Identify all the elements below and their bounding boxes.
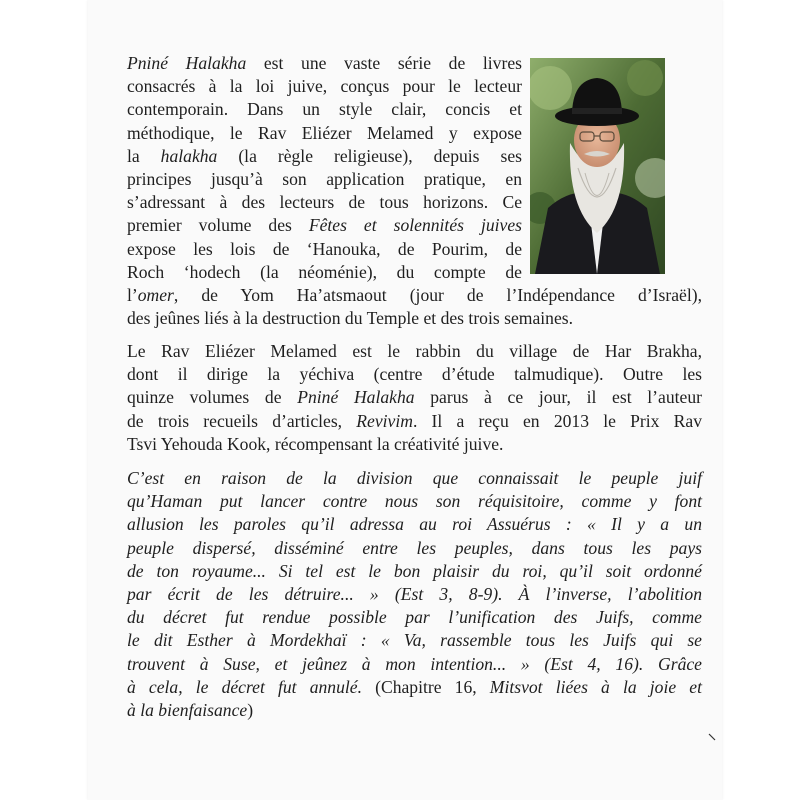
text-segment: est une vaste série de livres	[246, 53, 522, 73]
text-segment: , de Yom Ha’atsmaout (jour de l’Indépendance d’Israël),	[173, 285, 702, 306]
text-line	[127, 98, 522, 121]
italic-text: halakha	[160, 145, 218, 166]
italic-text: Mitsvot liées à la joie et	[489, 676, 702, 697]
text-line	[127, 606, 702, 629]
text-segment: . Il a reçu en 2013 le Prix Rav	[412, 410, 702, 431]
text-segment: de trois recueils d’articles,	[127, 410, 357, 431]
page-mark-icon	[708, 733, 716, 741]
text-segment: expose les lois de ‘Hanouka, de Pourim, de	[127, 238, 522, 259]
text-line	[127, 386, 702, 409]
text-line	[127, 75, 522, 98]
text-segment: contemporain. Dans un style clair, concis et	[127, 99, 522, 120]
text-line	[127, 214, 522, 237]
text-segment: (la règle religieuse), depuis ses	[217, 145, 522, 166]
text-segment: (Chapitre 16,	[361, 676, 490, 697]
italic-text: à la bienfaisance	[127, 700, 248, 721]
text-line	[127, 284, 702, 307]
text-segment: l’	[127, 285, 138, 306]
text-line	[127, 583, 702, 606]
paragraph-book-description	[127, 52, 702, 330]
text-line	[127, 410, 702, 433]
text-segment: )	[247, 700, 254, 721]
text-line	[127, 560, 702, 583]
text-line	[127, 168, 522, 191]
text-segment: la	[127, 145, 161, 166]
text-segment: s’adressant à des lecteurs de tous horizons. Ce	[127, 192, 522, 213]
text-segment: dont il dirige la yéchiva (centre d’étude talmudique). Outre les	[127, 364, 702, 385]
text-segment: quinze volumes de	[127, 387, 298, 408]
text-line	[127, 676, 702, 699]
text-segment: méthodique, le Rav Eliézer Melamed y expose	[127, 122, 522, 143]
text-line	[127, 467, 702, 490]
italic-text: le dit Esther à Mordekhaï : « Va, rassemble tous les Juifs qui se	[127, 630, 702, 651]
italic-text: Pniné Halakha	[127, 53, 247, 73]
text-line	[127, 653, 702, 676]
text-segment: premier volume des	[127, 215, 309, 236]
text-line	[127, 363, 702, 386]
text-segment: Tsvi Yehouda Kook, récompensant la créativité juive.	[127, 433, 504, 454]
italic-text: C’est en raison de la division que connaissait le peuple juif	[127, 468, 702, 488]
text-segment: parus à ce jour, il est l’auteur	[414, 387, 702, 408]
text-line	[127, 513, 702, 536]
text-line	[127, 629, 702, 652]
text-line	[127, 699, 702, 722]
text-line	[127, 145, 522, 168]
italic-text: omer	[137, 285, 174, 306]
italic-text: à cela, le décret fut annulé.	[127, 676, 362, 697]
italic-text: peuple dispersé, disséminé entre les peuples, dans tous les pays	[127, 537, 702, 558]
text-line	[127, 307, 702, 330]
text-line	[127, 433, 702, 456]
italic-text: Revivim	[356, 410, 413, 431]
text-line	[127, 537, 702, 560]
text-line	[127, 490, 702, 513]
paragraph-excerpt-quote	[127, 467, 702, 722]
text-line	[127, 238, 522, 261]
paragraph-author-bio	[127, 340, 702, 456]
text-segment: principes jusqu’à son application pratique, en	[127, 169, 522, 190]
italic-text: du décret fut rendue possible par l’unification des Juifs, comme	[127, 607, 702, 628]
text-segment: Roch ‘hodech (la néoménie), du compte de	[127, 261, 522, 282]
text-segment: consacrés à la loi juive, conçus pour le lecteur	[127, 76, 522, 97]
italic-text: par écrit de les détruire... » (Est 3, 8-9). À l’inverse, l’abolition	[127, 584, 702, 605]
italic-text: trouvent à Suse, et jeûnez à mon intention... » (Est 4, 16). Grâce	[127, 653, 702, 674]
italic-text: allusion les paroles qu’il adressa au roi Assuérus : « Il y a un	[127, 514, 702, 535]
text-line	[127, 261, 522, 284]
italic-text: Pniné Halakha	[297, 387, 415, 408]
text-line	[127, 340, 702, 363]
text-segment: des jeûnes liés à la destruction du Temple et des trois semaines.	[127, 308, 573, 329]
text-line	[127, 122, 522, 145]
text-line	[127, 52, 522, 75]
text-segment: Le Rav Eliézer Melamed est le rabbin du village de Har Brakha,	[127, 341, 702, 361]
italic-text: Fêtes et solennités juives	[308, 215, 522, 236]
italic-text: qu’Haman put lancer contre nous son réquisitoire, comme y font	[127, 491, 702, 512]
italic-text: de ton royaume... Si tel est le bon plaisir du roi, qu’il soit ordonné	[127, 560, 702, 581]
text-line	[127, 191, 522, 214]
